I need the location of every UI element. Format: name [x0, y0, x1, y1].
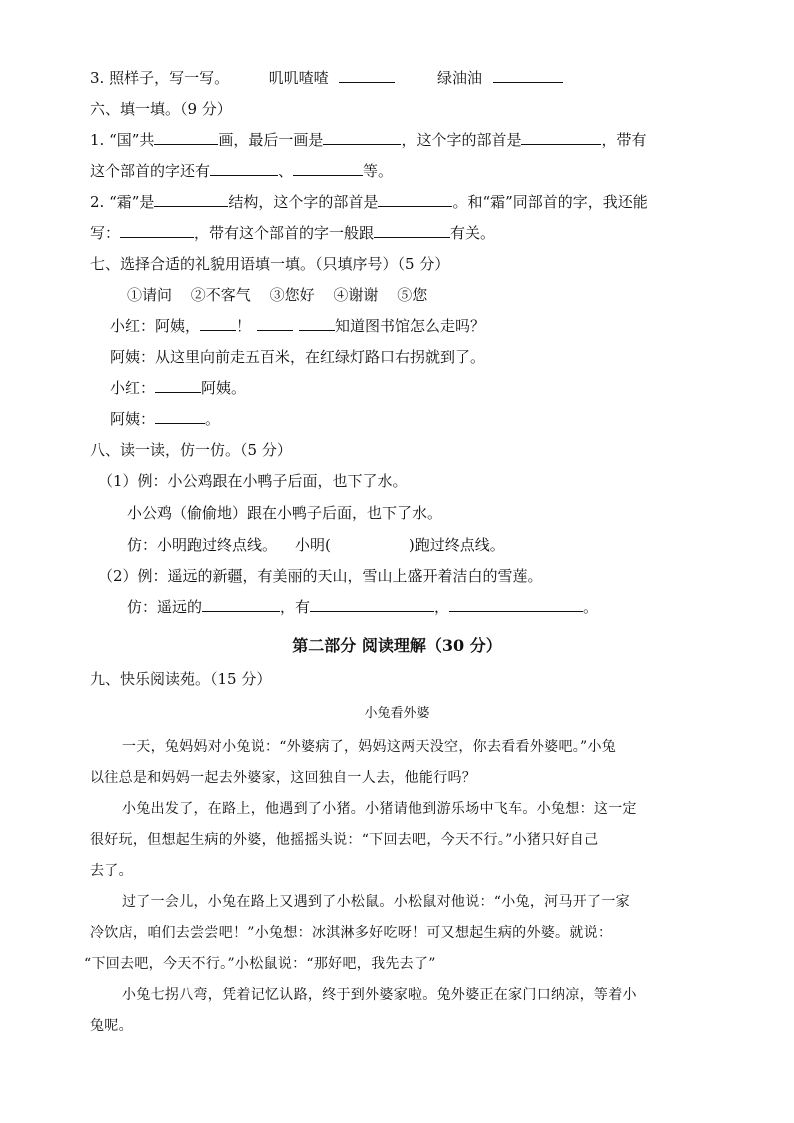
sec7-options [127, 284, 427, 306]
text: 。 [583, 598, 599, 616]
q3-prefix: 3. 照样子，写一写。 [90, 69, 230, 87]
blank[interactable] [378, 192, 452, 207]
sec7-dialog3 [110, 377, 246, 399]
story-p2-line1: 小兔出发了，在路上，他遇到了小猪。小猪请他到游乐场中飞车。小兔想：这一定 [122, 801, 637, 817]
text: 画，最后一画是 [218, 131, 324, 149]
sec6-line2 [90, 160, 393, 182]
sec9-heading: 九、快乐阅读苑。（15 分） [90, 670, 272, 688]
text: ， [434, 598, 450, 616]
text: ，这个字的部首是 [401, 131, 522, 149]
story-p3-line2: 冷饮店，咱们去尝尝吧！”小兔想：冰淇淋多好吃呀！可又想起生病的外婆。就说： [90, 925, 613, 941]
sec7-dialog2: 阿姨：从这里向前走五百米，在红绿灯路口右拐就到了。 [110, 348, 486, 366]
text: 仿：小明跑过终点线。 [127, 536, 278, 554]
blank[interactable] [210, 161, 278, 176]
text: 这个部首的字还有 [90, 162, 211, 180]
story-p1-line2: 以往总是和妈妈一起去外婆家，这回独自一人去，他能行吗？ [90, 770, 477, 786]
sec8-example1: （1）例：小公鸡跟在小鸭子后面，也下了水。 [98, 472, 408, 490]
story-p3-line1: 过了一会儿，小兔在路上又遇到了小松鼠。小松鼠对他说：“小兔，河马开了一家 [122, 894, 630, 910]
blank[interactable] [202, 597, 280, 612]
story-p3-line3: “下回去吧，今天不行。”小松鼠说：“那好吧，我先去了” [84, 956, 436, 972]
blank[interactable] [154, 130, 218, 145]
blank[interactable] [257, 316, 293, 331]
text: ，带有这个部首的字一般跟 [194, 224, 375, 242]
blank[interactable] [154, 192, 228, 207]
blank[interactable] [449, 597, 583, 612]
text: 阿姨。 [201, 379, 247, 397]
story-p1-line1: 一天，兔妈妈对小兔说：“外婆病了，妈妈这两天没空，你去看看外婆吧。”小兔 [122, 739, 617, 755]
text: 写： [90, 224, 121, 242]
blank[interactable] [374, 223, 450, 238]
sec6-line3 [90, 191, 648, 213]
blank[interactable] [310, 597, 434, 612]
blank[interactable] [200, 316, 236, 331]
sec8-heading: 八、读一读，仿一仿。（5 分） [90, 441, 292, 459]
blank[interactable] [521, 130, 601, 145]
sec8-example2: （2）例：遥远的新疆，有美丽的天山，雪山上盛开着洁白的雪莲。 [98, 567, 543, 585]
text: 。和“霜”同部首的字，我还能 [452, 193, 648, 211]
story-p2-line3: 去了。 [90, 863, 133, 879]
text: 小明( [295, 536, 331, 554]
text: 、 [278, 162, 294, 180]
option-2: ②不客气 [190, 286, 251, 304]
text: 结构，这个字的部首是 [228, 193, 379, 211]
blank[interactable] [323, 130, 401, 145]
q3-word1: 叽叽喳喳 [268, 69, 329, 87]
q3-blank2[interactable] [493, 68, 563, 83]
story-p4-line2: 兔呢。 [90, 1018, 133, 1034]
story-title: 小兔看外婆 [364, 706, 430, 721]
blank[interactable] [155, 409, 205, 424]
text: )跑过终点线。 [408, 536, 505, 554]
text: 1. “国”共 [90, 131, 155, 149]
sec6-line1 [90, 129, 646, 151]
option-4: ④谢谢 [333, 286, 379, 304]
q3-word2: 绿油油 [437, 69, 483, 87]
sec8-imitate2 [127, 596, 598, 618]
sec8-imitate1 [127, 534, 505, 556]
text: 阿姨： [110, 410, 156, 428]
story-p2-line2: 很好玩，但想起生病的外婆，他摇摇头说：“下回去吧，今天不行。”小猪只好自己 [90, 832, 599, 848]
blank[interactable] [120, 223, 194, 238]
text: ！ [236, 317, 252, 335]
text: 。 [205, 410, 221, 428]
blank[interactable] [299, 316, 335, 331]
option-3: ③您好 [269, 286, 315, 304]
q3-blank1[interactable] [339, 68, 395, 83]
text: ，带有 [601, 131, 647, 149]
sec7-heading: 七、选择合适的礼貌用语填一填。（只填序号）（5 分） [90, 255, 450, 273]
blank[interactable] [155, 378, 201, 393]
text: 仿：遥远的 [127, 598, 203, 616]
sec7-dialog4 [110, 408, 220, 430]
text: 等。 [363, 162, 394, 180]
text: 有关。 [450, 224, 496, 242]
blank[interactable] [293, 161, 363, 176]
story-p4-line1: 小兔七拐八弯，凭着记忆认路，终于到外婆家啦。兔外婆正在家门口纳凉，等着小 [122, 987, 637, 1003]
text: 知道图书馆怎么走吗？ [335, 317, 486, 335]
q3-line [90, 67, 563, 89]
option-1: ①请问 [127, 286, 173, 304]
option-5: ⑤您 [397, 286, 428, 304]
sec8-example1b: 小公鸡（偷偷地）跟在小鸭子后面，也下了水。 [127, 504, 443, 522]
text: 小红：阿姨， [110, 317, 201, 335]
text: 小红： [110, 379, 156, 397]
sec6-line4 [90, 222, 495, 244]
sec7-dialog1 [110, 315, 485, 337]
text: ，有 [280, 598, 311, 616]
text: 2. “霜”是 [90, 193, 155, 211]
sec6-heading: 六、填一填。（9 分） [90, 100, 232, 118]
part2-title: 第二部分 阅读理解（30 分） [292, 636, 502, 655]
